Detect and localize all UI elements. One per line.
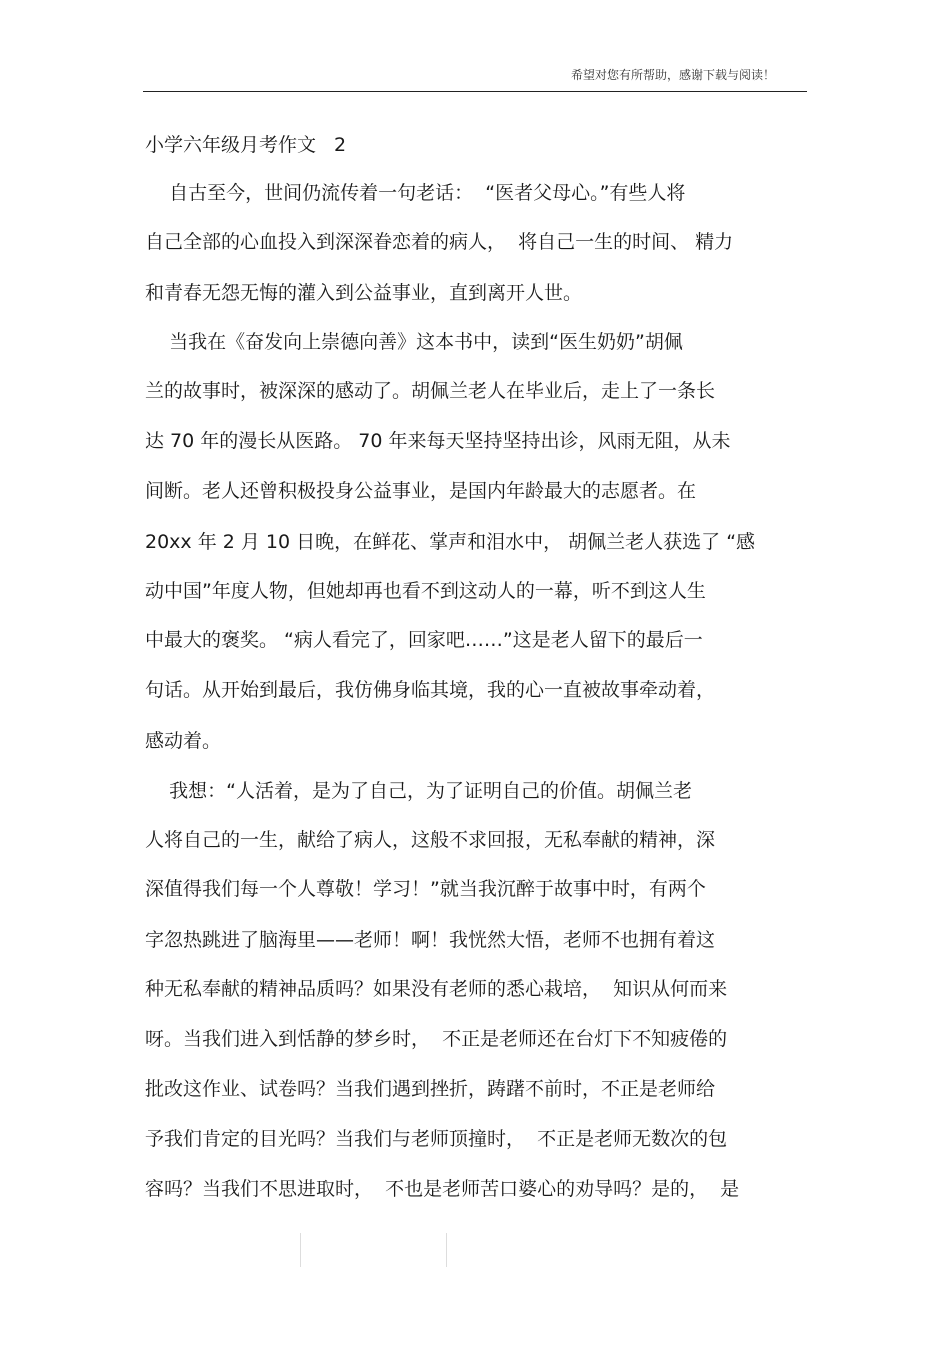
header-note: 希望对您有所帮助，感谢下载与阅读！ xyxy=(570,68,775,82)
body-line: 种无私奉献的精神品质吗？如果没有老师的悉心栽培， 知识从何而来 xyxy=(145,978,728,1000)
title-number: 2 xyxy=(334,134,347,156)
body-line: 批改这作业、试卷吗？当我们遇到挫折，踌躇不前时，不正是老师给 xyxy=(145,1078,716,1100)
body-line: 自古至今，世间仍流传着一句老话： “医者父母心。”有些人将 xyxy=(145,182,686,204)
body-line: 当我在《奋发向上崇德向善》这本书中，读到“医生奶奶”胡佩 xyxy=(145,331,683,353)
body-line: 呀。当我们进入到恬静的梦乡时， 不正是老师还在台灯下不知疲倦的 xyxy=(145,1028,728,1050)
body-line: 间断。老人还曾积极投身公益事业，是国内年龄最大的志愿者。在 xyxy=(145,480,697,502)
document-title xyxy=(145,130,346,157)
body-line: 感动着。 xyxy=(145,730,222,752)
body-line: 深值得我们每一个人尊敬！学习！”就当我沉醉于故事中时，有两个 xyxy=(145,878,706,900)
title-text: 小学六年级月考作文 xyxy=(145,134,317,156)
body-line: 句话。从开始到最后，我仿佛身临其境，我的心一直被故事牵动着， xyxy=(145,679,716,701)
body-line: 字忽热跳进了脑海里——老师！啊！我恍然大悟，老师不也拥有着这 xyxy=(145,929,716,951)
body-line: 和青春无怨无悔的灌入到公益事业，直到离开人世。 xyxy=(145,282,583,304)
body-line: 达 70 年的漫长从医路。 70 年来每天坚持坚持出诊，风雨无阻，从未 xyxy=(145,430,731,452)
body-line: 兰的故事时，被深深的感动了。胡佩兰老人在毕业后，走上了一条长 xyxy=(145,380,716,402)
body-line: 自己全部的心血投入到深深眷恋着的病人， 将自己一生的时间、 精力 xyxy=(145,231,734,253)
body-line: 动中国”年度人物，但她却再也看不到这动人的一幕，听不到这人生 xyxy=(145,580,706,602)
body-line: 人将自己的一生，献给了病人，这般不求回报，无私奉献的精神，深 xyxy=(145,829,716,851)
footer-mark-right xyxy=(446,1233,447,1267)
body-line: 我想：“人活着，是为了自己，为了证明自己的价值。胡佩兰老 xyxy=(145,780,693,802)
body-line: 予我们肯定的目光吗？当我们与老师顶撞时， 不正是老师无数次的包 xyxy=(145,1128,728,1150)
footer-mark-left xyxy=(300,1233,301,1267)
header-rule xyxy=(143,91,807,92)
body-line: 中最大的褒奖。 “病人看完了，回家吧……”这是老人留下的最后一 xyxy=(145,629,703,651)
body-line: 容吗？当我们不思进取时， 不也是老师苦口婆心的劝导吗？是的， 是 xyxy=(145,1178,740,1200)
body-line: 20xx 年 2 月 10 日晚，在鲜花、掌声和泪水中， 胡佩兰老人获选了 “感 xyxy=(145,531,756,553)
